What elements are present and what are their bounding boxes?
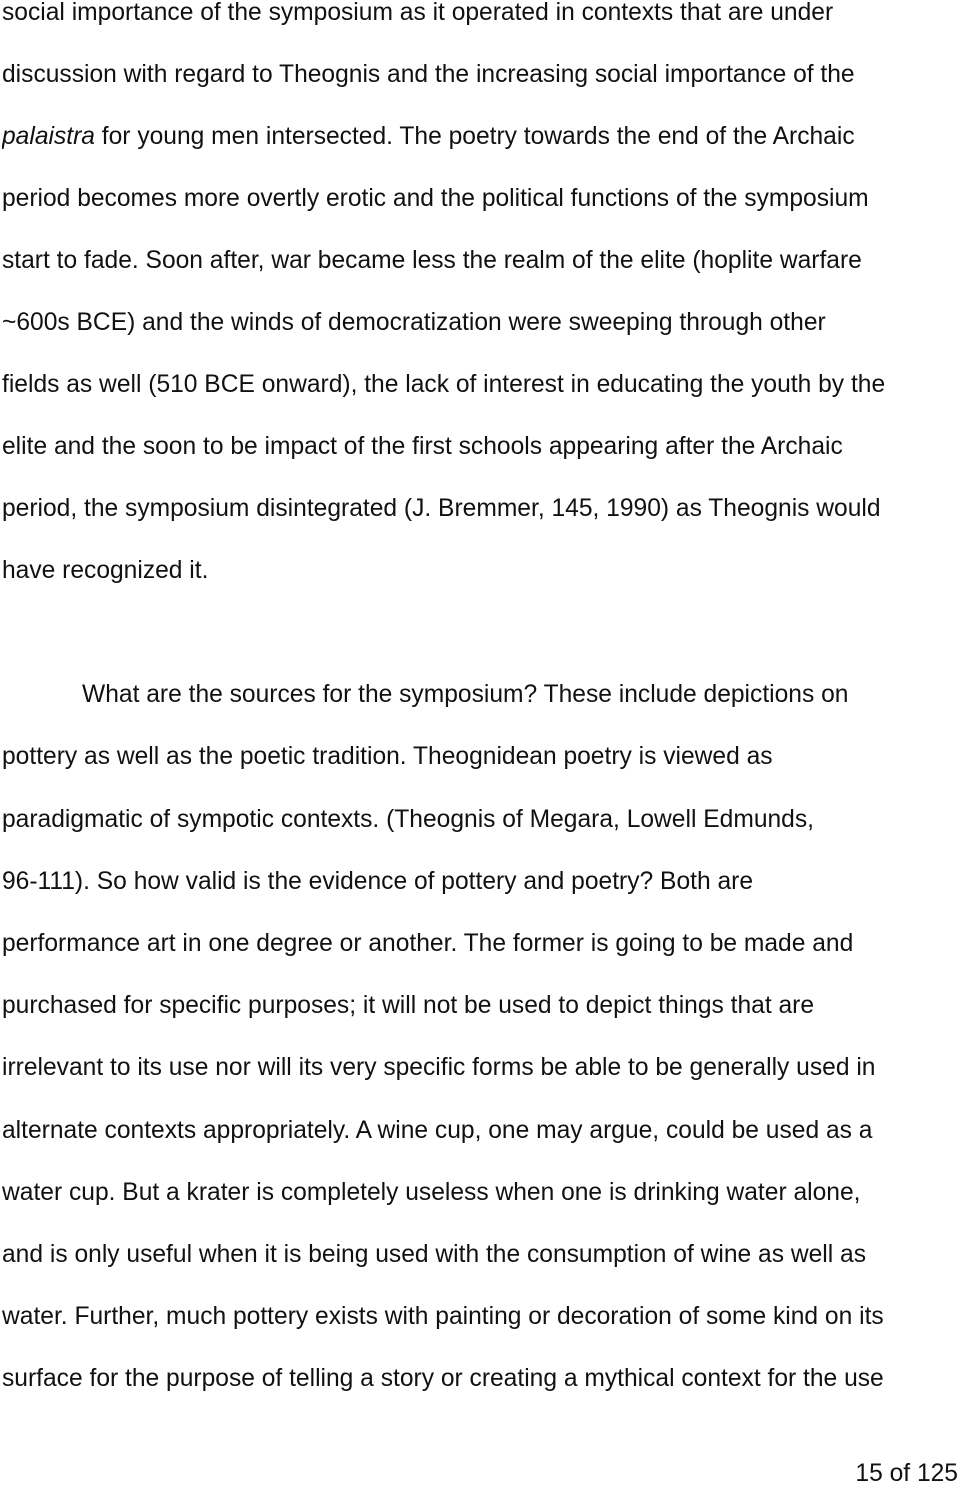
text-line-20 (2, 1235, 958, 1275)
text-run: purchased for specific purposes; it will not be used to depict things that are (2, 992, 815, 1019)
text-run: water. Further, much pottery exists with painting or decoration of some kind on its (2, 1303, 884, 1330)
text-run: period becomes more overtly erotic and the political functions of the symposium (2, 185, 869, 212)
text-run: discussion with regard to Theognis and the increasing social importance of the (2, 61, 855, 88)
text-run: and is only useful when it is being used with the consumption of wine as well as (2, 1241, 866, 1268)
text-run: start to fade. Soon after, war became less the realm of the elite (hoplite warfare (2, 247, 862, 274)
text-line-22 (2, 1359, 958, 1399)
text-run: social importance of the symposium as it operated in contexts that are under (2, 0, 834, 26)
text-line-16 (2, 986, 958, 1026)
text-line-10 (2, 551, 958, 591)
text-run: irrelevant to its use nor will its very specific forms be able to be generally used in (2, 1054, 876, 1081)
text-line-17 (2, 1048, 958, 1088)
text-run: pottery as well as the poetic tradition. Theognidean poetry is viewed as (2, 743, 773, 770)
text-run: alternate contexts appropriately. A wine cup, one may argue, could be used as a (2, 1117, 873, 1144)
text-run: fields as well (510 BCE onward), the lack of interest in educating the youth by the (2, 371, 886, 398)
text-line-13 (2, 800, 958, 840)
text-line-21 (2, 1297, 958, 1337)
text-run: have recognized it. (2, 557, 209, 584)
text-run: What are the sources for the symposium? These include depictions on (82, 681, 849, 708)
page-number: 15 of 125 (855, 1460, 958, 1487)
text-line-19 (2, 1173, 958, 1213)
text-line-12 (2, 737, 958, 777)
text-run: elite and the soon to be impact of the first schools appearing after the Archaic (2, 433, 843, 460)
text-line-8 (2, 427, 958, 467)
text-run: performance art in one degree or another. The former is going to be made and (2, 930, 854, 957)
text-run: period, the symposium disintegrated (J. Bremmer, 145, 1990) as Theognis would (2, 495, 881, 522)
text-line-4 (2, 179, 958, 219)
text-run: paradigmatic of sympotic contexts. (Theognis of Megara, Lowell Edmunds, (2, 806, 814, 833)
text-line-6 (2, 303, 958, 343)
text-run: surface for the purpose of telling a story or creating a mythical context for the use (2, 1365, 884, 1392)
italic-term: palaistra (2, 123, 95, 150)
text-run: water cup. But a krater is completely useless when one is drinking water alone, (2, 1179, 861, 1206)
text-line-2 (2, 55, 958, 95)
text-line-3 (2, 117, 958, 157)
text-line-18 (2, 1111, 958, 1151)
text-line-7 (2, 365, 958, 405)
text-line-9 (2, 489, 958, 529)
text-line-11 (82, 675, 958, 715)
text-run: ~600s BCE) and the winds of democratization were sweeping through other (2, 309, 826, 336)
text-line-14 (2, 862, 958, 902)
text-line-1 (2, 0, 958, 33)
text-line-15 (2, 924, 958, 964)
text-line-5 (2, 241, 958, 281)
text-run: 96-111). So how valid is the evidence of pottery and poetry? Both are (2, 868, 754, 895)
text-run: for young men intersected. The poetry towards the end of the Archaic (94, 123, 855, 150)
